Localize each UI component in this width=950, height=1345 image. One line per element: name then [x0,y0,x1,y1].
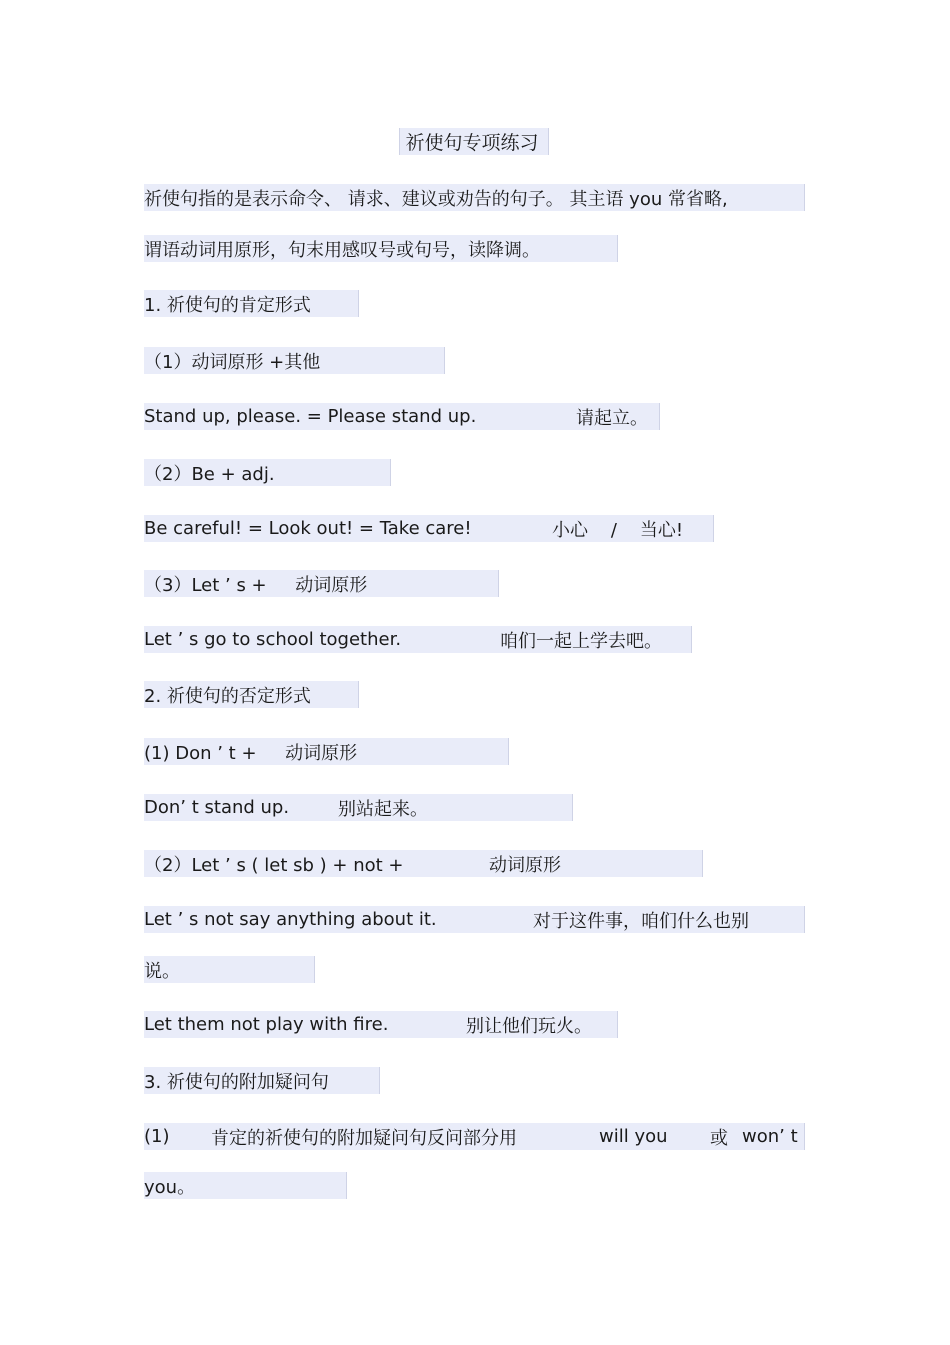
rule-label: （2）Be + adj. [144,463,275,485]
example-chinese: 咱们一起上学去吧。 [500,630,662,652]
section2-item1-label [144,738,509,765]
tag-will-you: will you [599,1126,668,1147]
example-english: Stand up, please. = Please stand up. [144,406,477,427]
intro-text-1: 祈使句指的是表示命令、 请求、建议或劝告的句子。 其主语 you 常省略, [144,188,728,210]
section3-item1 [144,1123,805,1150]
section3-heading-text: 3. 祈使句的附加疑问句 [144,1071,329,1093]
rule-label-chinese: 动词原形 [489,854,561,876]
example-english: Don’ t stand up. [144,797,290,818]
intro-line-1 [144,184,805,211]
section1-item3-label [144,570,499,597]
title-text: 祈使句专项练习 [405,132,539,154]
section2-heading-text: 2. 祈使句的否定形式 [144,685,311,707]
section1-item3-example [144,626,692,653]
section1-item1-label [144,347,445,374]
section2-item2-example2 [144,1011,618,1038]
example-chinese: 小心 / 当心! [552,519,684,541]
section1-heading-text: 1. 祈使句的肯定形式 [144,294,311,316]
example-chinese: 别站起来。 [338,798,428,820]
example-english: Let ’ s go to school together. [144,629,402,650]
example-chinese-continued: 说。 [144,960,180,982]
section2-item2-example1 [144,906,805,933]
intro-text-2: 谓语动词用原形，句末用感叹号或句号，读降调。 [144,239,540,261]
example-chinese: 请起立。 [576,407,648,429]
section2-item2-label [144,850,703,877]
rule-label: (1) Don ’ t + 动词原形 [144,742,358,764]
rule-text: 肯定的祈使句的附加疑问句反问部分用 [211,1127,517,1149]
section2-item2-example1-cont [144,956,315,983]
section3-item1-cont [144,1172,347,1199]
rule-text-continued: you。 [144,1176,196,1198]
section2-item1-example [144,794,573,821]
section1-heading [144,290,359,317]
section1-item2-label [144,459,391,486]
example-chinese: 别让他们玩火。 [466,1015,592,1037]
example-english: Be careful! = Look out! = Take care! [144,518,472,539]
example-english: Let ’ s not say anything about it. [144,909,437,930]
word-or: 或 [710,1127,728,1149]
page-title [399,128,549,155]
section1-item1-example [144,403,660,430]
rule-label: （1）动词原形 +其他 [144,351,321,373]
section2-heading [144,681,359,708]
item-number: (1) [144,1126,170,1147]
rule-label: （3）Let ’ s + 动词原形 [144,574,368,596]
example-chinese: 对于这件事，咱们什么也别 [533,910,749,932]
tag-wont: won’ t [742,1126,798,1147]
example-english: Let them not play with fire. [144,1014,389,1035]
section3-heading [144,1067,380,1094]
intro-line-2 [144,235,618,262]
rule-label: （2）Let ’ s ( let sb ) + not + [144,854,404,876]
section1-item2-example [144,515,714,542]
